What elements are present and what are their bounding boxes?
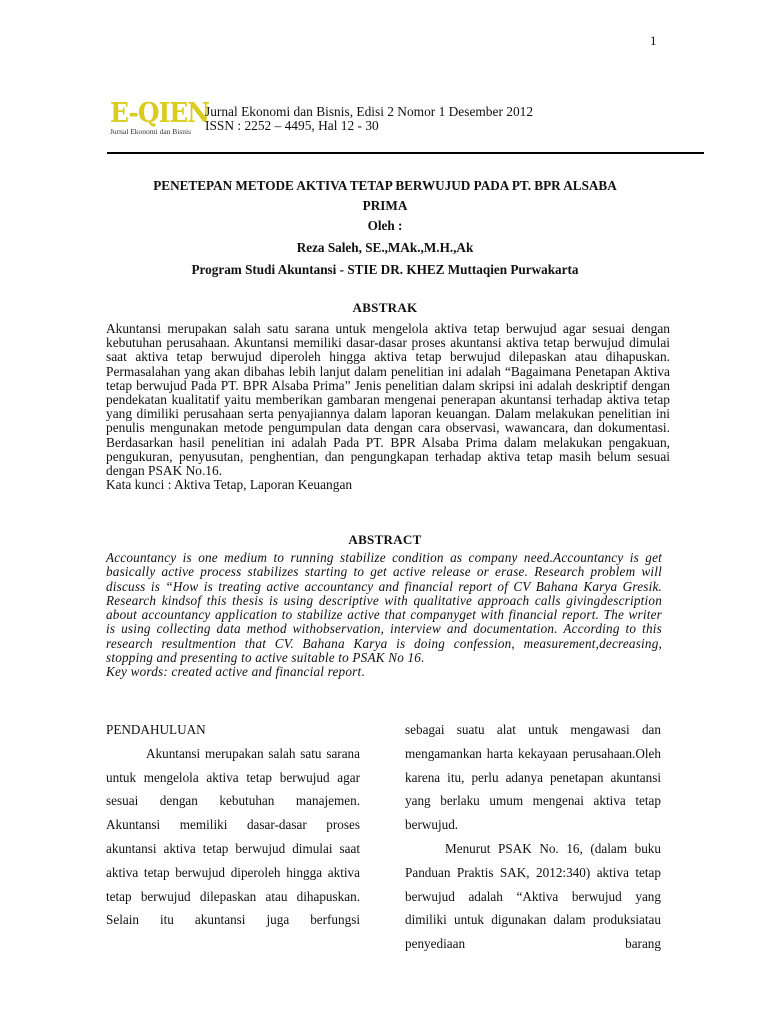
logo-text: E-QIEN [110, 98, 210, 129]
left-paragraph: Akuntansi merupakan salah satu sarana untuk mengelola aktiva tetap berwujud agar sesuai dengan kebutuhan manajemen. Akuntansi memiliki dasar-dasar proses akuntansi aktiva tetap berwujud dimulai saat aktiva tetap berwujud diperoleh hingga aktiva tetap berwujud dilepaskan atau dihapuskan. Selain itu akuntansi juga berfungsi [106, 745, 360, 928]
paper-title-line1: PENETEPAN METODE AKTIVA TETAP BERWUJUD PADA PT. BPR ALSABA [153, 178, 617, 193]
logo-subtitle: Jurnal Ekonomi dan Bisnis [110, 127, 192, 136]
header-rule [107, 152, 704, 154]
author-affiliation: Program Studi Akuntansi - STIE DR. KHEZ Muttaqien Purwakarta [191, 262, 579, 277]
abstrak-keywords: Kata kunci : Aktiva Tetap, Laporan Keuangan [106, 477, 353, 493]
right-paragraph-1: sebagai suatu alat untuk mengawasi dan mengamankan harta kekayaan perusahaan.Oleh karena itu, perlu adanya penetapan akuntansi yang berlaku umum mengenai aktiva tetap berwujud. [405, 722, 661, 833]
author-by: Oleh : [367, 218, 403, 233]
journal-issn: ISSN : 2252 – 4495, Hal 12 - 30 [205, 118, 379, 133]
journal-info [205, 105, 533, 133]
abstract-section [106, 551, 662, 680]
section-heading: PENDAHULUAN [106, 722, 206, 737]
body-left-column [106, 718, 360, 932]
right-paragraph-2: Menurut PSAK No. 16, (dalam buku Panduan Praktis SAK, 2012:340) aktiva tetap berwujud adalah “Aktiva berwujud yang dimiliki untuk digunakan dalam produksiatau penyediaan barang [405, 840, 661, 952]
abstrak-text: Akuntansi merupakan salah satu sarana untuk mengelola aktiva tetap berwujud agar sesuai dengan kebutuhan perusahaan. Akuntansi memiliki dasar-dasar proses akuntansi aktiva tetap berwujud dimulai saat aktiva tetap berwujud diperoleh hingga aktiva tetap berwujud dilepaskan atau dihapuskan. Permasalahan yang akan dibahas lebih lanjut dalam penelitian ini adalah “Bagaimana Penetapan Aktiva tetap berwujud Pada PT. BPR Alsaba Prima” Jenis penelitian dalam skripsi ini adalah deskriptif dengan pendekatan kualitatif yaitu memberikan gambaran mengenai penerapan akuntansi terhadap aktiva tetap yang dimiliki perusahaan serta penyajiannya dalam laporan keuangan. Dalam melakukan penelitian ini penulis mengunakan metode pengumpulan data dengan cara observasi, wawancara, dan dokumentasi. Berdasarkan hasil penelitian ini adalah Pada PT. BPR Alsaba Prima dalam melakukan pengakuan, pengukuran, penyusutan, penghentian, dan pengungkapan terhadap aktiva tetap masih belum sesuai dengan PSAK No.16. [106, 321, 670, 479]
abstract-heading: ABSTRACT [348, 532, 422, 547]
abstract-keywords-line [106, 665, 662, 679]
abstract-text: Accountancy is one medium to running stabilize condition as company need.Accountancy is get basically active process stabilizes starting to get active release or erase. Research problem will discuss is “How is treating active accountancy and financial report of CV Bahana Karya Gresik. Research kindsof this thesis is using descriptive with qualitative approach calls givingdescription about accountancy application to stabilize active that companyget with financial report. The writer is using collecting data method withobservation, interview and documentation. According to this research resultmention that CV. Bahana Karya is doing confession, measurement,decreasing, stopping and presenting to active suitable to PSAK No 16. [106, 550, 662, 666]
abstrak-section [106, 322, 670, 492]
body-right-column [405, 718, 661, 956]
abstrak-heading: ABSTRAK [352, 300, 418, 315]
abstract-keywords: Key words: created active and financial report [106, 664, 362, 680]
author-name: Reza Saleh, SE.,MAk.,M.H.,Ak [296, 240, 474, 255]
journal-edition: Jurnal Ekonomi dan Bisnis, Edisi 2 Nomor 1 Desember 2012 [205, 104, 534, 119]
page-number: 1 [650, 33, 657, 48]
paper-title-line2: PRIMA [362, 198, 408, 213]
abstract-keywords-period: . [361, 664, 365, 680]
journal-logo [110, 98, 210, 140]
